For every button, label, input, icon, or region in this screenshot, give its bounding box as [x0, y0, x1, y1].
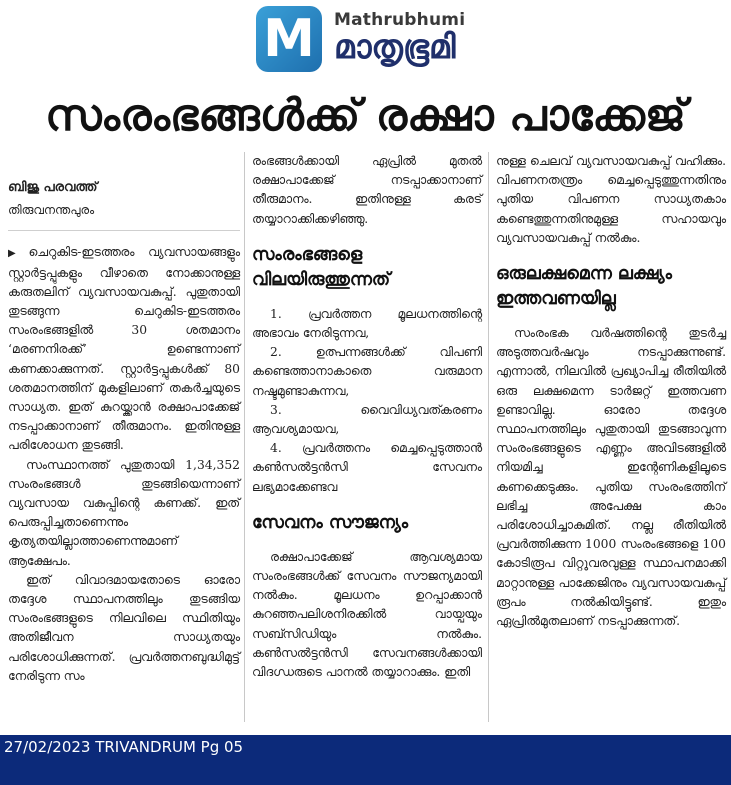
subheading: സംരംഭങ്ങളെ വിലയിരുത്തുന്നത്	[252, 244, 391, 290]
paragraph: നുള്ള ചെലവ് വ്യവസായവകുപ്പ് വഹിക്കും. വിപണനതന്ത്രം മെച്ചപ്പെടുത്തുന്നതിനും പുതിയ വിപണന സാധ്യതകാം കണ്ടെത്തുന്നതിനുമുള്ള സഹായവും വ്യവസായവകുപ്പ് നൽകും.	[496, 154, 726, 245]
paragraph: രക്ഷാപാക്കേജ് ആവശ്യമായ സംരംഭങ്ങൾക്ക് സേവനം സൗജന്യമായി നൽകും. മൂലധനം ഉറപ്പാക്കാൻ കുറഞ്ഞപലിശനിരക്കിൽ വായ്പയും സബ്സിഡിയും നൽകും. കൺസൽട്ടൻസി സേവനങ്ങൾക്കായി വിദഗ്ധരുടെ പാനൽ തയ്യാറാക്കും. ഇതി	[252, 549, 482, 680]
byline-location: തിരുവനന്തപുരം	[8, 201, 240, 231]
column-divider	[244, 152, 245, 722]
article-column-2	[252, 152, 482, 682]
paragraph: സംരംഭക വർഷത്തിന്റെ തുടർച്ച അടുത്തവർഷവും നടപ്പാക്കുന്നുണ്ട്. എന്നാൽ, നിലവിൽ പ്രഖ്യാപിച്ച രീതിയിൽ ഒരു ലക്ഷമെന്ന ടാർജറ്റ് ഇത്തവണ ഉണ്ടാവില്ല. ഓരോ തദ്ദേശ സ്ഥാപനത്തിലും പുതുതായി തുടങ്ങാവുന്ന സംരംഭങ്ങളുടെ എണ്ണം അവിടങ്ങളിൽ നിയമിച്ച ഇന്റേണികളിലൂടെ കണക്കെടുക്കും. പുതിയ സംരംഭത്തിന് ലഭിച്ച അപേക്ഷ കാം പരിശോധിച്ചാകുമിത്. നല്ല രീതിയിൽ പ്രവർത്തിക്കുന്ന 1000 സംരംഭങ്ങളെ 100 കോടിരൂപ വിറ്റുവരവുള്ള സ്ഥാപനമാക്കി മാറ്റാനുള്ള പാക്കേജിനും വ്യവസായവകുപ്പ് രൂപം നൽകിയിട്ടുണ്ട്. ഇതും ഏപ്രിൽമുതലാണ് നടപ്പാക്കുന്നത്.	[496, 326, 726, 629]
column-divider	[488, 152, 489, 722]
article-headline: സംരംഭങ്ങൾക്ക് രക്ഷാ പാക്കേജ്	[45, 90, 686, 141]
logo-letter: M	[263, 9, 315, 69]
brand-name-english: Mathrubhumi	[334, 10, 466, 30]
subheading: സേവനം സൗജന്യം	[252, 512, 409, 533]
mathrubhumi-logo-icon	[256, 6, 322, 72]
list-item: 3. വൈവിധ്യവത്കരണം ആവശ്യമായവ,	[252, 402, 482, 437]
paragraph: സംസ്ഥാനത്ത് പുതുതായി 1,34,352 സംരംഭങ്ങൾ തുടങ്ങിയെന്നാണ് വ്യവസായ വകുപ്പിന്റെ കണക്ക്. ഇത് പെരുപ്പിച്ചതാണെന്നും കൃത്യതയില്ലാത്താണെന്നുമാണ് ആക്ഷേപം.	[8, 457, 240, 568]
list-item: 2. ഉത്പന്നങ്ങൾക്ക് വിപണി കണ്ടെത്താനാകാതെ വരുമാന നഷ്ടമുണ്ടാകുന്നവ,	[252, 345, 482, 398]
list-item: 4. പ്രവർത്തനം മെച്ചപ്പെടുത്താൻ കൺസൽട്ടൻസി സേവനം ലഭ്യമാക്കേണ്ടവ	[252, 441, 482, 494]
paragraph: രംഭങ്ങൾക്കായി ഏപ്രിൽ മുതൽ രക്ഷാപാക്കേജ് നടപ്പാക്കാനാണ് തീരുമാനം. ഇതിനുള്ള കരട് തയ്യാറാക്കിക്കഴിഞ്ഞു.	[252, 154, 482, 226]
byline-author: ബിജു പരവത്ത്	[8, 180, 98, 195]
subheading: ഒരുലക്ഷമെന്ന ലക്ഷ്യം ഇത്തവണയില്ല	[496, 264, 672, 310]
lead-arrow-icon: ▶	[8, 248, 26, 260]
footer-date-edition: 27/02/2023 TRIVANDRUM Pg 05	[4, 738, 244, 756]
masthead	[0, 0, 731, 82]
brand-name-malayalam: മാതൃഭൂമി	[334, 27, 456, 66]
paragraph-text: ചെറുകിട-ഇടത്തരം വ്യവസായങ്ങളും സ്റ്റാർട്ടപ്പുകളും വീഴാതെ നോക്കാനുള്ള കരുതലിന് വ്യവസായവകുപ്പ്. പുതുതായി തുടങ്ങുന്ന ചെറുകിട-ഇടത്തരം സംരംഭങ്ങളിൽ 30 ശതമാനം ‘മരണനിരക്ക്’ ഉണ്ടെന്നാണ് കണക്കാക്കുന്നത്. സ്റ്റാർട്ടപ്പുകൾക്ക് 80 ശതമാനത്തിന് മുകളിലാണ് തകർച്ചയുടെ സാധ്യത. ഇത് കുറയ്ക്കാൻ രക്ഷാപാക്കേജ് നടപ്പാക്കാനാണ് തീരുമാനം. ഇതിനുള്ള പരിശോധന തുടങ്ങി.	[8, 245, 240, 453]
article-column-1	[8, 152, 240, 686]
paragraph: ഇത് വിവാദമായതോടെ ഓരോ തദ്ദേശ സ്ഥാപനത്തിലും തുടങ്ങിയ സംരംഭങ്ങളുടെ നിലവിലെ സ്ഥിതിയും അതിജീവന സാധ്യതയും പരിശോധിക്കുന്നത്. പ്രവർത്തനബുദ്ധിമുട്ട് നേരിടുന്ന സം	[8, 572, 240, 683]
paragraph	[8, 243, 240, 455]
article-column-3	[496, 152, 726, 631]
footer-bar	[0, 735, 731, 785]
list-item: 1. പ്രവർത്തന മൂലധനത്തിന്റെ അഭാവം നേരിടുന്നവ,	[252, 306, 482, 341]
